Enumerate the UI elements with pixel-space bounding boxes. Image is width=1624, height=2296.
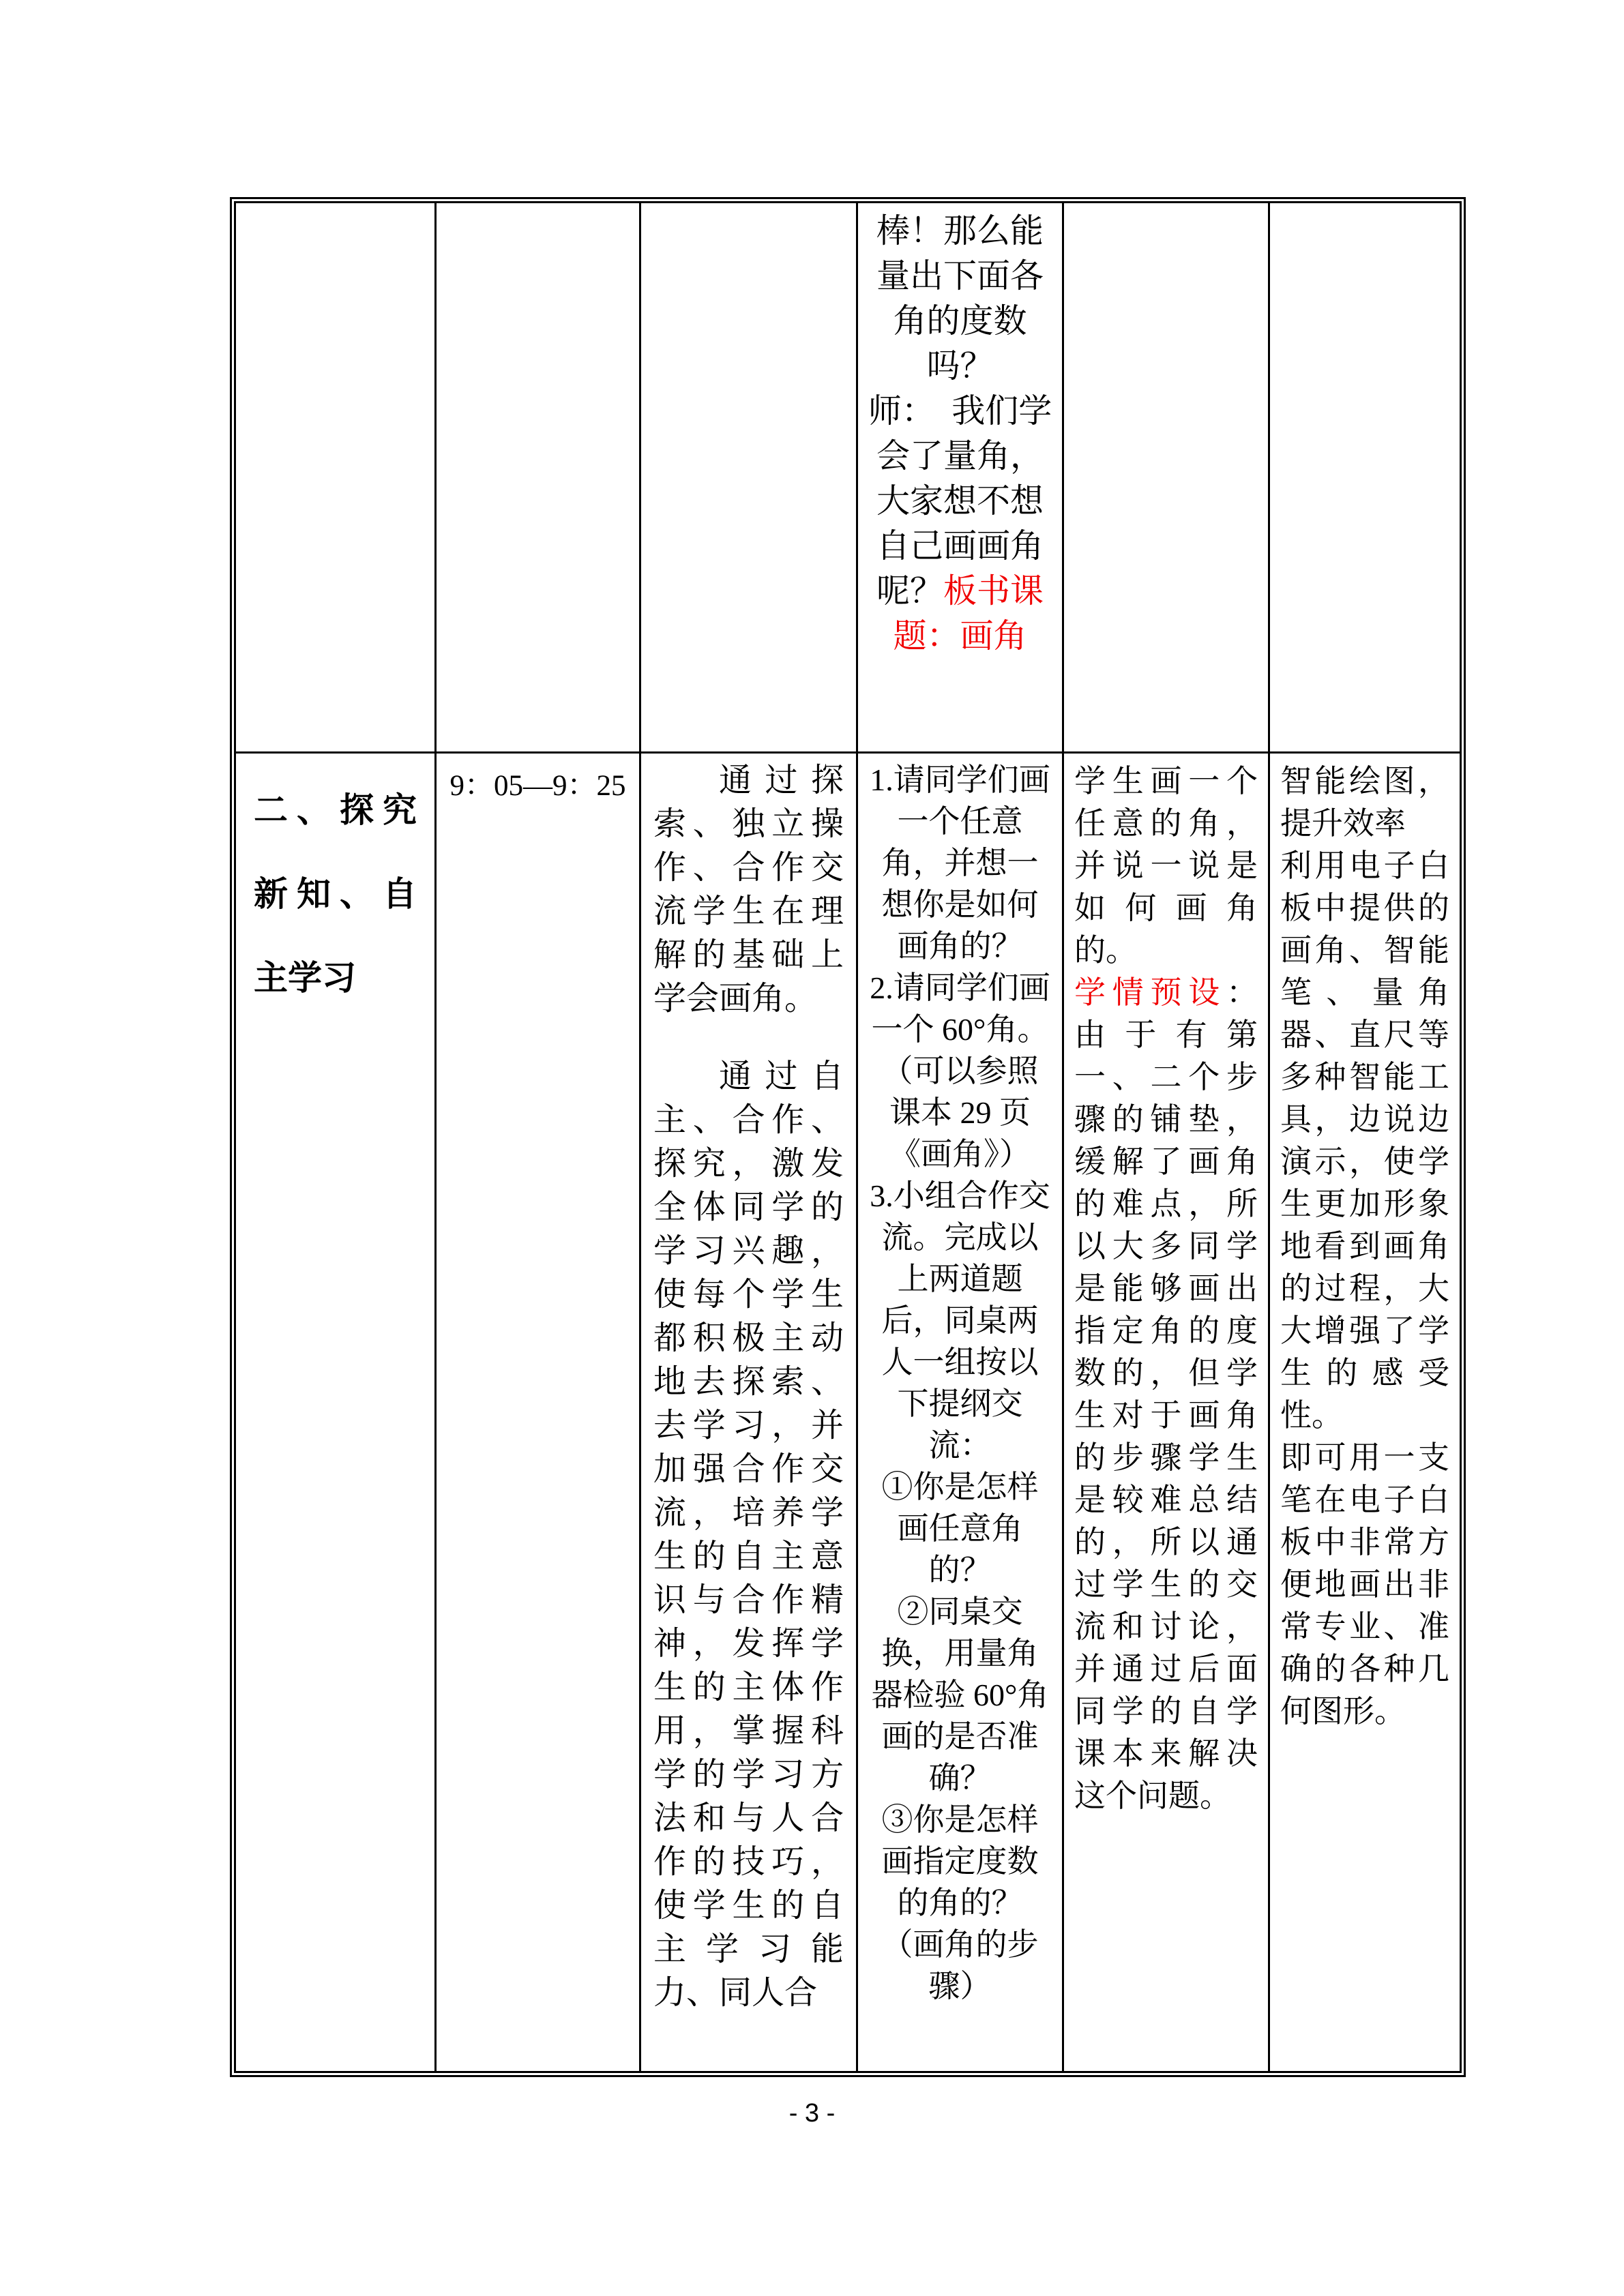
cell-stage [236,754,437,2071]
paragraph [866,389,1054,659]
cell-goal-continued [641,203,858,754]
text-run: 棒！那么能量出下面各角的度数吗？ [876,212,1044,385]
paragraph-spacer [653,1021,844,1055]
paragraph [254,769,417,1020]
paragraph [868,967,1052,1175]
paragraph [868,1591,1052,1799]
paragraph [868,759,1052,967]
text-run: ①你是怎样画任意角的？ [881,1470,1039,1587]
text-run: （画角的步骤） [881,1927,1039,2003]
cell-student-activity-continued [1064,203,1270,754]
text-run: 3.小组合作交流。完成以上两道题后，同桌两人一组按以下提纲交流： [870,1178,1050,1463]
paragraph [1280,1437,1449,1733]
text-run: 通过探索、独立操作、合作交流学生在理解的基础上学会画角。 [653,762,844,1017]
text-run: 9：05—9：25 [449,770,626,802]
cell-media-use [1270,754,1460,2071]
text-run: ：由于有第一、二个步骤的铺垫，缓解了画角的难点，所以大多同学是能够画出指定角的度数的，但学生对于画角的步骤学生是较难总结的，所以通过学生的交流和讨论，并通过后面同学的自学课本来解决这个问题。 [1074,975,1258,1813]
cell-stage-continued [236,203,437,754]
text-run: 1.请同学们画一个任意角，并想一想你是如何画角的？ [870,762,1050,964]
paragraph [868,1799,1052,1924]
lesson-plan-table [230,197,1466,2077]
text-run: 师： 我们学会了量角，大家想不想自己画画角呢？ [868,392,1052,610]
paragraph [447,766,629,807]
text-run: 2.请同学们画一个 60°角。（可以参照课本 29 页《画角》） [870,970,1050,1172]
paragraph [653,1055,844,2015]
paragraph [868,1924,1052,2007]
cell-student-activity [1064,754,1270,2071]
paragraph [1074,972,1258,1817]
cell-time [437,754,641,2071]
text-run: 二、探究新知、自主学习 [254,791,417,997]
cell-teacher-activity [858,754,1064,2071]
text-run: 智能绘图，提升效率 [1280,764,1449,841]
text-run: ③你是怎样画指定度数的角的？ [881,1802,1039,1920]
emphasis-red-text: 学情预设 [1074,975,1226,1010]
text-run: 利用电子白板中提供的画角、智能笔、量角器、直尺等多种智能工具，边说边演示，使学生更加形象地看到画角的过程，大大增强了学生的感受性。 [1280,848,1449,1433]
cell-teacher-activity-continued [858,203,1064,754]
paragraph [1074,760,1258,972]
paragraph [1280,845,1449,1437]
cell-goal [641,754,858,2071]
text-run: 通过自主、合作、探究，激发全体同学的学习兴趣，使每个学生都积极主动地去探索、去学习，并加强合作交流，培养学生的自主意识与合作精神，发挥学生的主体作用，掌握科学的学习方法和与人合作的技巧，使学生的自主学习能力、同人合 [653,1058,844,2011]
paragraph [866,209,1054,389]
paragraph [868,1466,1052,1591]
page-number: - 3 - [788,2099,836,2128]
text-run: 即可用一支笔在电子白板中非常方便地画出非常专业、准确的各种几何图形。 [1280,1440,1449,1729]
text-run: ②同桌交换，用量角器检验 60°角画的是否准确？ [871,1594,1049,1795]
cell-time-continued [437,203,641,754]
text-run: 学生画一个任意的角，并说一说是如何画角的。 [1074,764,1258,968]
cell-media-use-continued [1270,203,1460,754]
paragraph [1280,760,1449,845]
paragraph [868,1175,1052,1466]
paragraph [653,759,844,1021]
emphasis-red-text: 板书课题：画角 [893,572,1044,655]
